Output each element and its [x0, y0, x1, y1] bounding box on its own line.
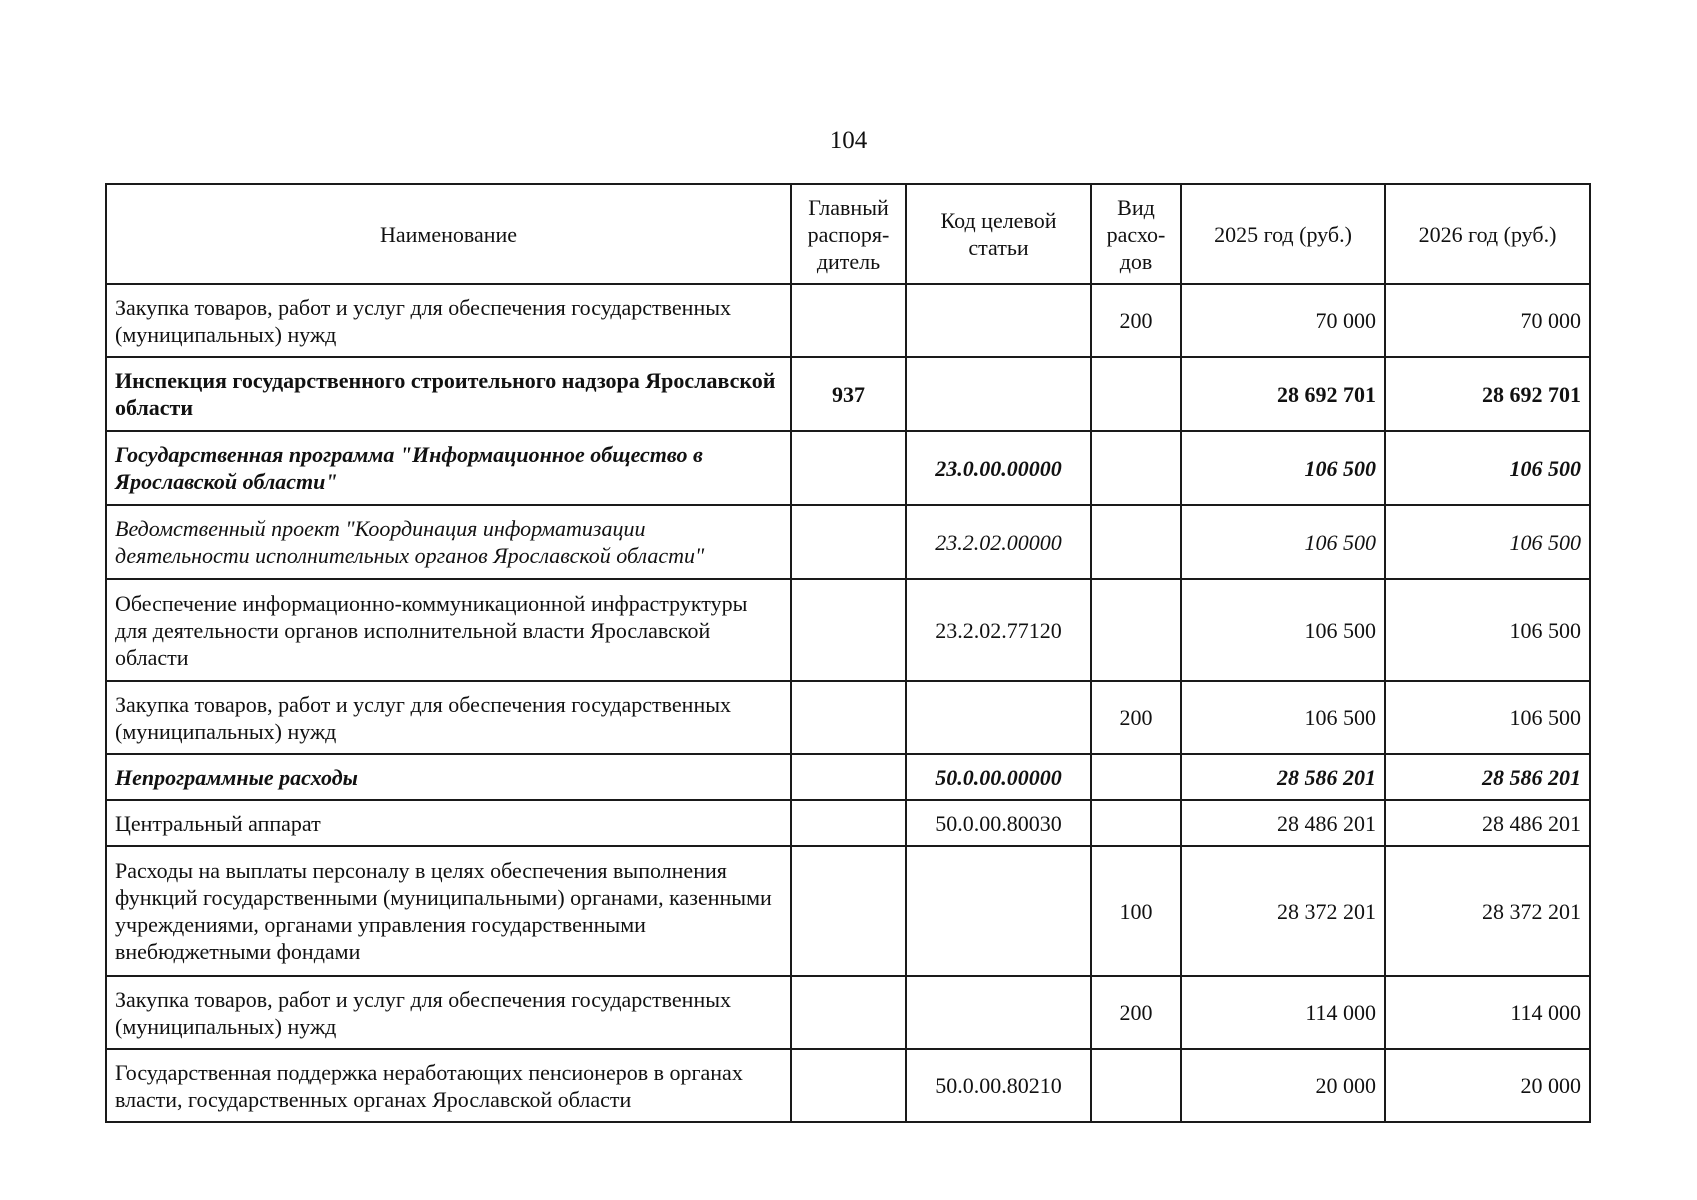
row-2025: 106 500: [1181, 505, 1385, 579]
row-code: 50.0.00.80030: [906, 800, 1091, 846]
row-kind: [1091, 579, 1181, 681]
row-name: Закупка товаров, работ и услуг для обеспечения государственных (муниципальных) нужд: [106, 681, 791, 754]
row-code: 23.0.00.00000: [906, 431, 1091, 505]
row-2025: 28 372 201: [1181, 846, 1385, 976]
header-name: Наименование: [106, 184, 791, 284]
row-2026: 106 500: [1385, 505, 1590, 579]
row-admin: 937: [791, 357, 906, 431]
row-kind: [1091, 1049, 1181, 1122]
row-2026: 106 500: [1385, 431, 1590, 505]
row-code: [906, 846, 1091, 976]
header-code: Код целевой статьи: [906, 184, 1091, 284]
row-code: [906, 681, 1091, 754]
row-2025: 106 500: [1181, 431, 1385, 505]
row-2025: 106 500: [1181, 681, 1385, 754]
row-2026: 28 586 201: [1385, 754, 1590, 800]
table-row: [106, 681, 1590, 754]
row-2025: 28 692 701: [1181, 357, 1385, 431]
row-name: Центральный аппарат: [106, 800, 791, 846]
row-name: Ведомственный проект "Координация информатизации деятельности исполнительных органов Ярославской области": [106, 505, 791, 579]
table-row: [106, 1049, 1590, 1122]
row-name: Расходы на выплаты персоналу в целях обеспечения выполнения функций государственными (муниципальными) органами, казенными учреждениями, органами управления государственными внебюджетными фондами: [106, 846, 791, 976]
row-2026: 28 372 201: [1385, 846, 1590, 976]
table-row: [106, 357, 1590, 431]
row-kind: 100: [1091, 846, 1181, 976]
row-2026: 106 500: [1385, 579, 1590, 681]
row-2026: 28 692 701: [1385, 357, 1590, 431]
row-name: Государственная программа "Информационное общество в Ярославской области": [106, 431, 791, 505]
row-admin: [791, 579, 906, 681]
page-number: 104: [829, 127, 868, 154]
row-2026: 28 486 201: [1385, 800, 1590, 846]
row-kind: [1091, 754, 1181, 800]
budget-table: [105, 183, 1591, 1123]
table-row: [106, 579, 1590, 681]
row-code: 50.0.00.80210: [906, 1049, 1091, 1122]
header-admin: Главный распоря-дитель: [791, 184, 906, 284]
table-row: [106, 976, 1590, 1049]
row-2026: 106 500: [1385, 681, 1590, 754]
table-row: [106, 846, 1590, 976]
row-code: [906, 357, 1091, 431]
row-2025: 20 000: [1181, 1049, 1385, 1122]
row-name: Государственная поддержка неработающих пенсионеров в органах власти, государственных органах Ярославской области: [106, 1049, 791, 1122]
row-admin: [791, 681, 906, 754]
row-code: [906, 976, 1091, 1049]
row-admin: [791, 431, 906, 505]
header-2026: 2026 год (руб.): [1385, 184, 1590, 284]
row-2026: 70 000: [1385, 284, 1590, 357]
row-2025: 28 586 201: [1181, 754, 1385, 800]
row-name: Закупка товаров, работ и услуг для обеспечения государственных (муниципальных) нужд: [106, 284, 791, 357]
row-kind: [1091, 431, 1181, 505]
row-kind: 200: [1091, 284, 1181, 357]
row-admin: [791, 505, 906, 579]
row-code: 23.2.02.00000: [906, 505, 1091, 579]
table-row: [106, 284, 1590, 357]
row-admin: [791, 800, 906, 846]
row-code: [906, 284, 1091, 357]
table-row: [106, 431, 1590, 505]
row-admin: [791, 1049, 906, 1122]
row-kind: [1091, 505, 1181, 579]
row-2025: 28 486 201: [1181, 800, 1385, 846]
table-row: [106, 754, 1590, 800]
row-2026: 114 000: [1385, 976, 1590, 1049]
row-kind: [1091, 357, 1181, 431]
header-2025: 2025 год (руб.): [1181, 184, 1385, 284]
table-row: [106, 505, 1590, 579]
row-name: Инспекция государственного строительного надзора Ярославской области: [106, 357, 791, 431]
row-code: 50.0.00.00000: [906, 754, 1091, 800]
row-2025: 114 000: [1181, 976, 1385, 1049]
row-2025: 70 000: [1181, 284, 1385, 357]
table-header-row: [106, 184, 1590, 284]
row-name: Обеспечение информационно-коммуникационной инфраструктуры для деятельности органов исполнительной власти Ярославской области: [106, 579, 791, 681]
row-code: 23.2.02.77120: [906, 579, 1091, 681]
row-2026: 20 000: [1385, 1049, 1590, 1122]
table-row: [106, 800, 1590, 846]
header-kind: Вид расхо-дов: [1091, 184, 1181, 284]
row-kind: 200: [1091, 976, 1181, 1049]
row-admin: [791, 754, 906, 800]
row-kind: 200: [1091, 681, 1181, 754]
row-admin: [791, 846, 906, 976]
row-name: Закупка товаров, работ и услуг для обеспечения государственных (муниципальных) нужд: [106, 976, 791, 1049]
row-admin: [791, 976, 906, 1049]
row-kind: [1091, 800, 1181, 846]
row-2025: 106 500: [1181, 579, 1385, 681]
row-admin: [791, 284, 906, 357]
row-name: Непрограммные расходы: [106, 754, 791, 800]
